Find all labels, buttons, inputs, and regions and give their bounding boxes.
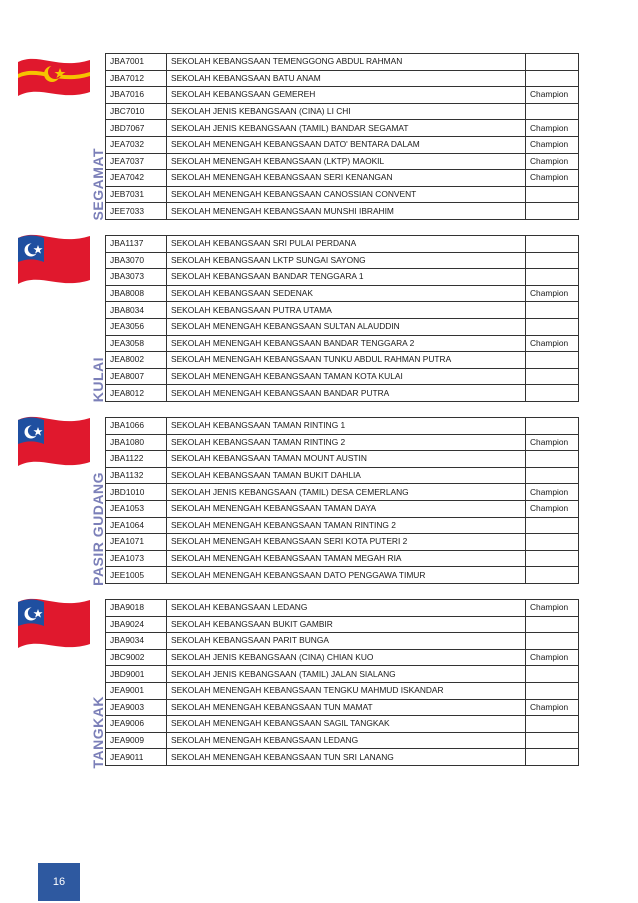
school-code: JBA8008 bbox=[106, 285, 167, 302]
school-code: JBD1010 bbox=[106, 484, 167, 501]
school-code: JEA1071 bbox=[106, 534, 167, 551]
school-status bbox=[526, 252, 579, 269]
school-status bbox=[526, 418, 579, 435]
table-row bbox=[106, 666, 579, 683]
school-name: SEKOLAH MENENGAH KEBANGSAAN TUNKU ABDUL RAHMAN PUTRA bbox=[167, 352, 526, 369]
school-status bbox=[526, 666, 579, 683]
school-name: SEKOLAH MENENGAH KEBANGSAAN BANDAR TENGGARA 2 bbox=[167, 335, 526, 352]
school-status bbox=[526, 269, 579, 286]
school-status: Champion bbox=[526, 120, 579, 137]
school-code: JEE1005 bbox=[106, 567, 167, 584]
school-code: JEA8007 bbox=[106, 368, 167, 385]
school-code: JBA1066 bbox=[106, 418, 167, 435]
table-row bbox=[106, 616, 579, 633]
school-status bbox=[526, 54, 579, 71]
school-code: JBA3073 bbox=[106, 269, 167, 286]
school-code: JEA9003 bbox=[106, 699, 167, 716]
school-code: JEA7037 bbox=[106, 153, 167, 170]
page-number: 16 bbox=[38, 863, 80, 901]
school-name: SEKOLAH KEBANGSAAN TAMAN BUKIT DAHLIA bbox=[167, 467, 526, 484]
school-name: SEKOLAH KEBANGSAAN PARIT BUNGA bbox=[167, 633, 526, 650]
school-name: SEKOLAH MENENGAH KEBANGSAAN TAMAN KOTA KULAI bbox=[167, 368, 526, 385]
school-code: JBA3070 bbox=[106, 252, 167, 269]
school-status bbox=[526, 103, 579, 120]
school-name: SEKOLAH MENENGAH KEBANGSAAN TUN SRI LANANG bbox=[167, 749, 526, 766]
johor-flag-icon bbox=[14, 230, 94, 290]
table-row bbox=[106, 136, 579, 153]
table-row bbox=[106, 418, 579, 435]
table-row bbox=[106, 500, 579, 517]
school-table bbox=[105, 599, 579, 766]
school-name: SEKOLAH MENENGAH KEBANGSAAN SERI KENANGAN bbox=[167, 170, 526, 187]
school-status bbox=[526, 368, 579, 385]
school-name: SEKOLAH JENIS KEBANGSAAN (CINA) LI CHI bbox=[167, 103, 526, 120]
school-name: SEKOLAH KEBANGSAAN TAMAN RINTING 1 bbox=[167, 418, 526, 435]
school-code: JEB7031 bbox=[106, 186, 167, 203]
school-status bbox=[526, 236, 579, 253]
table-row bbox=[106, 285, 579, 302]
school-status: Champion bbox=[526, 136, 579, 153]
school-code: JBC9002 bbox=[106, 649, 167, 666]
school-code: JEA9011 bbox=[106, 749, 167, 766]
school-status bbox=[526, 616, 579, 633]
table-row bbox=[106, 269, 579, 286]
school-code: JBA9034 bbox=[106, 633, 167, 650]
school-code: JEA1053 bbox=[106, 500, 167, 517]
table-row bbox=[106, 633, 579, 650]
table-row bbox=[106, 534, 579, 551]
table-row bbox=[106, 732, 579, 749]
school-status bbox=[526, 451, 579, 468]
school-status: Champion bbox=[526, 484, 579, 501]
segamat-flag-icon bbox=[14, 48, 94, 108]
school-status bbox=[526, 352, 579, 369]
school-name: SEKOLAH KEBANGSAAN BATU ANAM bbox=[167, 70, 526, 87]
johor-flag-icon bbox=[14, 412, 94, 472]
school-status bbox=[526, 749, 579, 766]
table-row bbox=[106, 186, 579, 203]
table-row bbox=[106, 54, 579, 71]
school-name: SEKOLAH KEBANGSAAN BANDAR TENGGARA 1 bbox=[167, 269, 526, 286]
school-code: JBA1080 bbox=[106, 434, 167, 451]
school-code: JEA9006 bbox=[106, 716, 167, 733]
school-table bbox=[105, 417, 579, 584]
table-row bbox=[106, 103, 579, 120]
table-row bbox=[106, 203, 579, 220]
school-name: SEKOLAH MENENGAH KEBANGSAAN SAGIL TANGKAK bbox=[167, 716, 526, 733]
table-row bbox=[106, 517, 579, 534]
school-code: JEA3058 bbox=[106, 335, 167, 352]
school-code: JBA1137 bbox=[106, 236, 167, 253]
school-status bbox=[526, 716, 579, 733]
school-code: JEA9009 bbox=[106, 732, 167, 749]
school-name: SEKOLAH JENIS KEBANGSAAN (TAMIL) JALAN SIALANG bbox=[167, 666, 526, 683]
school-name: SEKOLAH KEBANGSAAN LEDANG bbox=[167, 600, 526, 617]
school-name: SEKOLAH KEBANGSAAN PUTRA UTAMA bbox=[167, 302, 526, 319]
school-status bbox=[526, 633, 579, 650]
school-code: JBA7012 bbox=[106, 70, 167, 87]
school-table bbox=[105, 235, 579, 402]
school-status: Champion bbox=[526, 434, 579, 451]
table-row bbox=[106, 699, 579, 716]
table-row bbox=[106, 87, 579, 104]
school-code: JEA1064 bbox=[106, 517, 167, 534]
school-name: SEKOLAH MENENGAH KEBANGSAAN DATO PENGGAWA TIMUR bbox=[167, 567, 526, 584]
table-row bbox=[106, 252, 579, 269]
school-code: JEA8012 bbox=[106, 385, 167, 402]
table-row bbox=[106, 385, 579, 402]
school-name: SEKOLAH MENENGAH KEBANGSAAN MUNSHI IBRAHIM bbox=[167, 203, 526, 220]
table-row bbox=[106, 236, 579, 253]
school-name: SEKOLAH JENIS KEBANGSAAN (TAMIL) BANDAR SEGAMAT bbox=[167, 120, 526, 137]
school-name: SEKOLAH KEBANGSAAN SEDENAK bbox=[167, 285, 526, 302]
table-row bbox=[106, 600, 579, 617]
school-name: SEKOLAH MENENGAH KEBANGSAAN TENGKU MAHMUD ISKANDAR bbox=[167, 682, 526, 699]
school-status bbox=[526, 517, 579, 534]
school-name: SEKOLAH MENENGAH KEBANGSAAN SULTAN ALAUDDIN bbox=[167, 318, 526, 335]
school-name: SEKOLAH MENENGAH KEBANGSAAN (LKTP) MAOKIL bbox=[167, 153, 526, 170]
school-name: SEKOLAH KEBANGSAAN TEMENGGONG ABDUL RAHMAN bbox=[167, 54, 526, 71]
table-row bbox=[106, 484, 579, 501]
school-name: SEKOLAH KEBANGSAAN LKTP SUNGAI SAYONG bbox=[167, 252, 526, 269]
table-row bbox=[106, 368, 579, 385]
school-status bbox=[526, 550, 579, 567]
table-row bbox=[106, 302, 579, 319]
table-row bbox=[106, 70, 579, 87]
school-status: Champion bbox=[526, 153, 579, 170]
school-name: SEKOLAH MENENGAH KEBANGSAAN TUN MAMAT bbox=[167, 699, 526, 716]
school-status: Champion bbox=[526, 500, 579, 517]
table-row bbox=[106, 682, 579, 699]
school-code: JEA3056 bbox=[106, 318, 167, 335]
district-name: KULAI bbox=[90, 356, 106, 402]
school-code: JBD7067 bbox=[106, 120, 167, 137]
school-status bbox=[526, 70, 579, 87]
district-name: SEGAMAT bbox=[90, 147, 106, 220]
school-status bbox=[526, 302, 579, 319]
school-table bbox=[105, 53, 579, 220]
table-row bbox=[106, 749, 579, 766]
table-row bbox=[106, 170, 579, 187]
school-name: SEKOLAH KEBANGSAAN SRI PULAI PERDANA bbox=[167, 236, 526, 253]
school-name: SEKOLAH MENENGAH KEBANGSAAN TAMAN RINTING 2 bbox=[167, 517, 526, 534]
school-name: SEKOLAH MENENGAH KEBANGSAAN SERI KOTA PUTERI 2 bbox=[167, 534, 526, 551]
table-row bbox=[106, 451, 579, 468]
school-name: SEKOLAH MENENGAH KEBANGSAAN CANOSSIAN CONVENT bbox=[167, 186, 526, 203]
school-status: Champion bbox=[526, 87, 579, 104]
school-status bbox=[526, 534, 579, 551]
school-status: Champion bbox=[526, 649, 579, 666]
school-status: Champion bbox=[526, 285, 579, 302]
school-name: SEKOLAH MENENGAH KEBANGSAAN TAMAN MEGAH RIA bbox=[167, 550, 526, 567]
school-code: JBA8034 bbox=[106, 302, 167, 319]
school-code: JEA8002 bbox=[106, 352, 167, 369]
table-row bbox=[106, 567, 579, 584]
school-code: JEE7033 bbox=[106, 203, 167, 220]
school-code: JBA7001 bbox=[106, 54, 167, 71]
school-code: JBD9001 bbox=[106, 666, 167, 683]
school-code: JBA1132 bbox=[106, 467, 167, 484]
school-name: SEKOLAH KEBANGSAAN TAMAN MOUNT AUSTIN bbox=[167, 451, 526, 468]
school-name: SEKOLAH KEBANGSAAN BUKIT GAMBIR bbox=[167, 616, 526, 633]
school-code: JBA9018 bbox=[106, 600, 167, 617]
school-status: Champion bbox=[526, 600, 579, 617]
school-name: SEKOLAH JENIS KEBANGSAAN (TAMIL) DESA CEMERLANG bbox=[167, 484, 526, 501]
school-status: Champion bbox=[526, 335, 579, 352]
school-name: SEKOLAH MENENGAH KEBANGSAAN TAMAN DAYA bbox=[167, 500, 526, 517]
district-name: PASIR GUDANG bbox=[90, 472, 106, 586]
table-row bbox=[106, 434, 579, 451]
school-name: SEKOLAH KEBANGSAAN GEMEREH bbox=[167, 87, 526, 104]
school-name: SEKOLAH MENENGAH KEBANGSAAN LEDANG bbox=[167, 732, 526, 749]
school-status bbox=[526, 467, 579, 484]
school-status bbox=[526, 732, 579, 749]
school-status: Champion bbox=[526, 699, 579, 716]
table-row bbox=[106, 153, 579, 170]
school-name: SEKOLAH JENIS KEBANGSAAN (CINA) CHIAN KUO bbox=[167, 649, 526, 666]
school-status bbox=[526, 186, 579, 203]
school-code: JBA1122 bbox=[106, 451, 167, 468]
johor-flag-icon bbox=[14, 594, 94, 654]
school-code: JBA7016 bbox=[106, 87, 167, 104]
school-code: JEA7042 bbox=[106, 170, 167, 187]
district-name: TANGKAK bbox=[90, 695, 106, 768]
school-status bbox=[526, 682, 579, 699]
school-name: SEKOLAH MENENGAH KEBANGSAAN BANDAR PUTRA bbox=[167, 385, 526, 402]
school-status bbox=[526, 203, 579, 220]
school-code: JEA7032 bbox=[106, 136, 167, 153]
school-code: JBA9024 bbox=[106, 616, 167, 633]
table-row bbox=[106, 318, 579, 335]
school-code: JEA9001 bbox=[106, 682, 167, 699]
school-code: JEA1073 bbox=[106, 550, 167, 567]
school-code: JBC7010 bbox=[106, 103, 167, 120]
table-row bbox=[106, 716, 579, 733]
table-row bbox=[106, 335, 579, 352]
school-status bbox=[526, 318, 579, 335]
table-row bbox=[106, 467, 579, 484]
table-row bbox=[106, 550, 579, 567]
school-status: Champion bbox=[526, 170, 579, 187]
school-status bbox=[526, 567, 579, 584]
school-name: SEKOLAH MENENGAH KEBANGSAAN DATO' BENTARA DALAM bbox=[167, 136, 526, 153]
school-name: SEKOLAH KEBANGSAAN TAMAN RINTING 2 bbox=[167, 434, 526, 451]
table-row bbox=[106, 649, 579, 666]
table-row bbox=[106, 352, 579, 369]
school-status bbox=[526, 385, 579, 402]
table-row bbox=[106, 120, 579, 137]
